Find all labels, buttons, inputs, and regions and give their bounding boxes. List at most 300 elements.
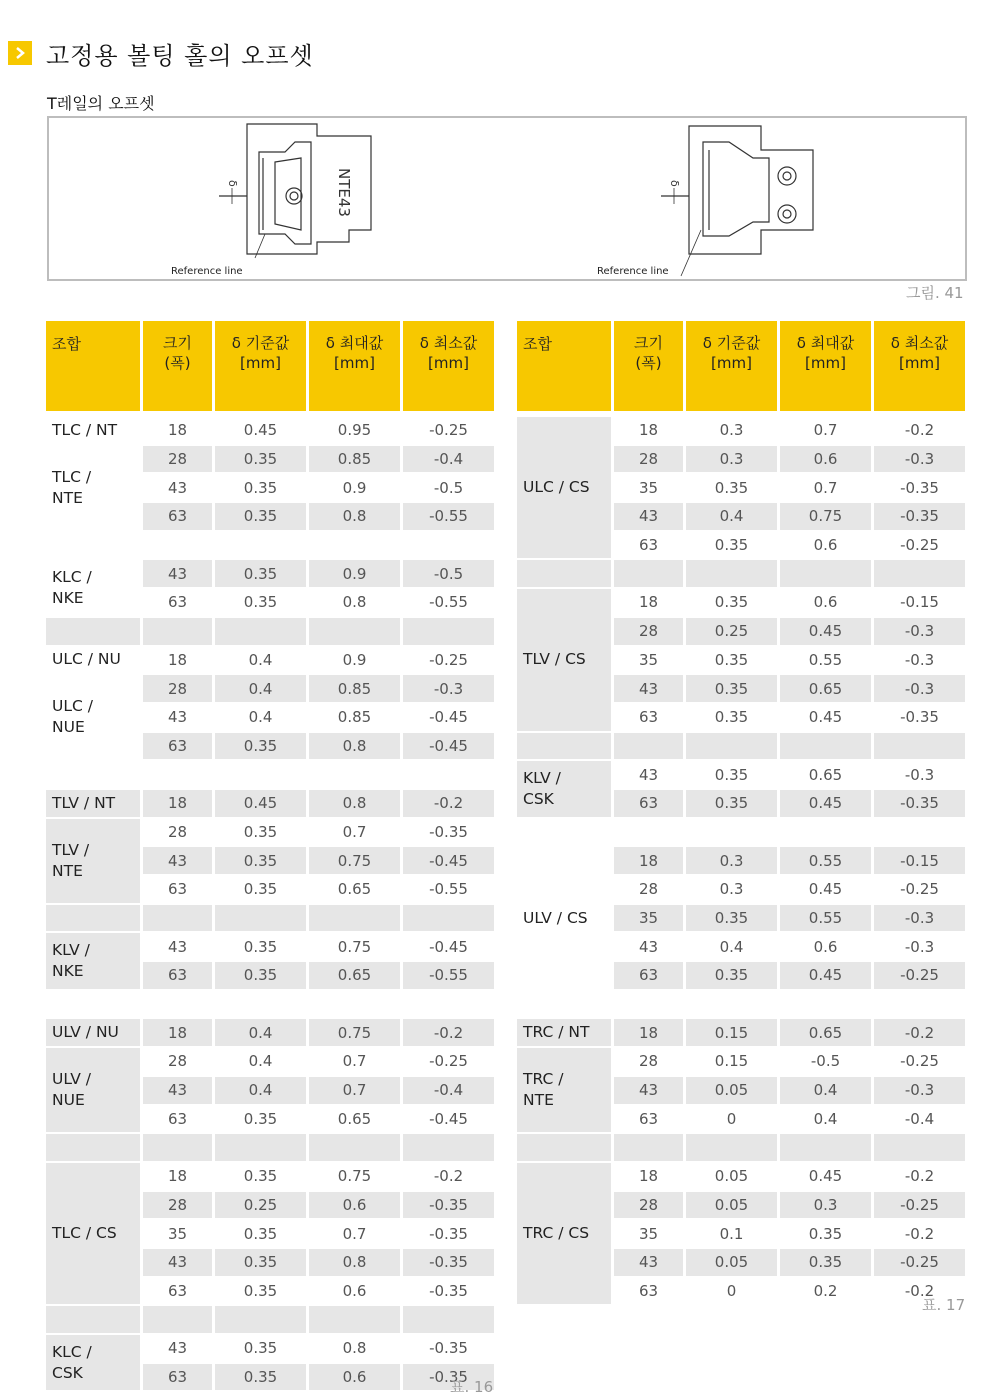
spacer-cell (46, 618, 140, 647)
spacer-cell (309, 991, 400, 1020)
spacer-cell (686, 733, 777, 762)
spacer-row (517, 991, 965, 1020)
min-cell: -0.35 (403, 1249, 494, 1278)
nominal-cell: 0.35 (215, 474, 306, 503)
nominal-cell: 0.4 (215, 675, 306, 704)
col-header-max: δ 최대값 [mm] (309, 321, 400, 411)
table-row (46, 819, 494, 848)
nominal-cell: 0.35 (215, 560, 306, 589)
min-cell: -0.3 (874, 761, 965, 790)
nominal-cell: 0.05 (686, 1077, 777, 1106)
col-header-min: δ 최소값 [mm] (403, 321, 494, 411)
nominal-cell: 0.35 (686, 790, 777, 819)
size-cell: 63 (614, 1278, 683, 1307)
max-cell: 0.75 (309, 1019, 400, 1048)
spacer-cell (403, 532, 494, 561)
min-cell: -0.3 (874, 647, 965, 676)
combination-cell: TLC / NT (46, 417, 140, 446)
nominal-cell: 0.3 (686, 446, 777, 475)
spacer-cell (46, 905, 140, 934)
nominal-cell: 0.05 (686, 1192, 777, 1221)
nominal-cell: 0.35 (215, 1278, 306, 1307)
nominal-cell: 0.35 (215, 847, 306, 876)
spacer-cell (215, 618, 306, 647)
max-cell: 0.75 (309, 933, 400, 962)
size-cell: 28 (143, 1048, 212, 1077)
table-row (46, 417, 494, 446)
spacer-row (46, 991, 494, 1020)
table-row (517, 847, 965, 876)
size-cell: 43 (143, 1335, 212, 1364)
spacer-cell (874, 991, 965, 1020)
chevron-right-icon (8, 41, 32, 65)
spacer-cell (686, 560, 777, 589)
size-cell: 18 (143, 790, 212, 819)
spacer-cell (780, 819, 871, 848)
max-cell: 0.45 (780, 962, 871, 991)
offset-table-left (43, 321, 497, 1392)
min-cell: -0.45 (403, 1106, 494, 1135)
min-cell: -0.25 (874, 532, 965, 561)
nominal-cell: 0.45 (215, 790, 306, 819)
nominal-cell: 0.35 (686, 675, 777, 704)
spacer-cell (309, 618, 400, 647)
combination-cell: ULV / NU (46, 1019, 140, 1048)
min-cell: -0.3 (874, 446, 965, 475)
min-cell: -0.35 (874, 474, 965, 503)
nominal-cell: 0.25 (686, 618, 777, 647)
figure-subtitle: T레일의 오프셋 (47, 94, 155, 113)
col-header-combo: 조합 (46, 321, 140, 411)
max-cell: 0.9 (309, 647, 400, 676)
min-cell: -0.2 (403, 1163, 494, 1192)
spacer-cell (686, 1134, 777, 1163)
page-title-row (8, 38, 314, 68)
spacer-cell (309, 532, 400, 561)
spacer-cell (215, 905, 306, 934)
col-header-nominal: δ 기준값 [mm] (686, 321, 777, 411)
max-cell: 0.65 (780, 761, 871, 790)
nominal-cell: 0.4 (215, 647, 306, 676)
spacer-cell (143, 761, 212, 790)
size-cell: 28 (143, 675, 212, 704)
max-cell: 0.2 (780, 1278, 871, 1307)
min-cell: -0.5 (403, 560, 494, 589)
nominal-cell: 0.35 (686, 647, 777, 676)
spacer-cell (403, 761, 494, 790)
nominal-cell: 0.35 (215, 733, 306, 762)
spacer-cell (780, 560, 871, 589)
spacer-cell (874, 560, 965, 589)
min-cell: -0.2 (874, 1019, 965, 1048)
size-cell: 18 (614, 1163, 683, 1192)
min-cell: -0.2 (403, 790, 494, 819)
min-cell: -0.25 (874, 876, 965, 905)
spacer-cell (614, 819, 683, 848)
spacer-cell (686, 991, 777, 1020)
combination-cell: TRC / CS (517, 1163, 611, 1306)
table-row (517, 417, 965, 446)
reference-line-label-left: Reference line (171, 266, 243, 277)
spacer-cell (46, 991, 140, 1020)
min-cell: -0.2 (874, 417, 965, 446)
spacer-cell (215, 1134, 306, 1163)
min-cell: -0.55 (403, 589, 494, 618)
nominal-cell: 0.4 (686, 933, 777, 962)
max-cell: 0.85 (309, 446, 400, 475)
max-cell: 0.95 (309, 417, 400, 446)
max-cell: 0.9 (309, 474, 400, 503)
min-cell: -0.35 (403, 819, 494, 848)
nominal-cell: 0.35 (686, 905, 777, 934)
min-cell: -0.3 (403, 675, 494, 704)
nominal-cell: 0.1 (686, 1220, 777, 1249)
col-header-max: δ 최대값 [mm] (780, 321, 871, 411)
size-cell: 43 (614, 933, 683, 962)
max-cell: 0.8 (309, 790, 400, 819)
size-cell: 63 (143, 876, 212, 905)
size-cell: 43 (614, 1077, 683, 1106)
size-cell: 43 (143, 1077, 212, 1106)
nominal-cell: 0.35 (215, 819, 306, 848)
min-cell: -0.2 (874, 1220, 965, 1249)
size-cell: 63 (143, 962, 212, 991)
min-cell: -0.3 (874, 618, 965, 647)
table-row (517, 589, 965, 618)
size-cell: 18 (143, 1019, 212, 1048)
table-caption-left: 표. 16 (450, 1378, 494, 1396)
max-cell: 0.65 (309, 1106, 400, 1135)
size-cell: 43 (614, 503, 683, 532)
table-row (46, 1335, 494, 1364)
size-cell: 63 (143, 733, 212, 762)
table-row (46, 1048, 494, 1077)
min-cell: -0.15 (874, 847, 965, 876)
spacer-cell (780, 1134, 871, 1163)
min-cell: -0.55 (403, 876, 494, 905)
max-cell: 0.7 (309, 1220, 400, 1249)
max-cell: 0.35 (780, 1249, 871, 1278)
nominal-cell: 0.4 (215, 1048, 306, 1077)
max-cell: 0.35 (780, 1220, 871, 1249)
size-cell: 63 (143, 589, 212, 618)
size-cell: 35 (614, 1220, 683, 1249)
size-cell: 18 (614, 417, 683, 446)
page-title: 고정용 볼팅 홀의 오프셋 (46, 41, 314, 70)
nominal-cell: 0.35 (215, 1249, 306, 1278)
size-cell: 43 (143, 1249, 212, 1278)
table-row (517, 1019, 965, 1048)
min-cell: -0.4 (403, 446, 494, 475)
spacer-cell (46, 1134, 140, 1163)
size-cell: 63 (143, 503, 212, 532)
combination-cell: TLC / NTE (46, 446, 140, 532)
combination-cell: ULV / NUE (46, 1048, 140, 1134)
spacer-cell (403, 905, 494, 934)
size-cell: 18 (143, 417, 212, 446)
max-cell: 0.55 (780, 847, 871, 876)
max-cell: 0.8 (309, 503, 400, 532)
nominal-cell: 0.35 (686, 589, 777, 618)
min-cell: -0.55 (403, 503, 494, 532)
combination-cell: TRC / NTE (517, 1048, 611, 1134)
max-cell: 0.6 (309, 1192, 400, 1221)
offset-figure (47, 116, 967, 281)
spacer-cell (874, 733, 965, 762)
spacer-cell (517, 560, 611, 589)
size-cell: 63 (143, 1364, 212, 1393)
spacer-cell (46, 532, 140, 561)
spacer-cell (143, 1306, 212, 1335)
table-row (46, 933, 494, 962)
max-cell: 0.55 (780, 647, 871, 676)
min-cell: -0.45 (403, 847, 494, 876)
table-row (46, 446, 494, 475)
size-cell: 28 (614, 1192, 683, 1221)
col-header-size: 크기 (폭) (614, 321, 683, 411)
nominal-cell: 0.35 (686, 474, 777, 503)
combination-cell: KLV / CSK (517, 761, 611, 818)
table-row (46, 790, 494, 819)
nominal-cell: 0.15 (686, 1048, 777, 1077)
spacer-cell (309, 761, 400, 790)
part-marking: NTE43 (335, 168, 353, 217)
min-cell: -0.35 (403, 1220, 494, 1249)
min-cell: -0.35 (874, 704, 965, 733)
spacer-row (517, 819, 965, 848)
size-cell: 63 (614, 962, 683, 991)
min-cell: -0.45 (403, 933, 494, 962)
spacer-cell (215, 761, 306, 790)
min-cell: -0.25 (874, 962, 965, 991)
size-cell: 28 (143, 446, 212, 475)
size-cell: 63 (614, 704, 683, 733)
max-cell: 0.6 (780, 589, 871, 618)
combination-cell: ULC / CS (517, 417, 611, 560)
nominal-cell: 0.35 (215, 1220, 306, 1249)
size-cell: 63 (143, 1278, 212, 1307)
spacer-cell (143, 1134, 212, 1163)
spacer-cell (309, 905, 400, 934)
combination-cell: ULV / CS (517, 847, 611, 990)
size-cell: 28 (614, 446, 683, 475)
max-cell: 0.7 (309, 819, 400, 848)
combination-cell: TLC / CS (46, 1163, 140, 1306)
size-cell: 28 (614, 618, 683, 647)
spacer-cell (614, 560, 683, 589)
combination-cell: KLC / NKE (46, 560, 140, 617)
nominal-cell: 0.3 (686, 847, 777, 876)
table-row (517, 1048, 965, 1077)
max-cell: 0.8 (309, 1249, 400, 1278)
reference-line-label-right: Reference line (597, 266, 669, 277)
spacer-row (46, 1306, 494, 1335)
nominal-cell: 0.35 (215, 1106, 306, 1135)
spacer-cell (215, 991, 306, 1020)
min-cell: -0.25 (403, 1048, 494, 1077)
spacer-cell (686, 819, 777, 848)
combination-cell: TLV / NTE (46, 819, 140, 905)
combination-cell: TLV / NT (46, 790, 140, 819)
max-cell: 0.65 (309, 876, 400, 905)
min-cell: -0.35 (403, 1192, 494, 1221)
max-cell: 0.75 (780, 503, 871, 532)
spacer-cell (143, 991, 212, 1020)
table-row (517, 761, 965, 790)
col-header-size: 크기 (폭) (143, 321, 212, 411)
max-cell: 0.65 (780, 675, 871, 704)
spacer-cell (215, 532, 306, 561)
max-cell: 0.7 (780, 417, 871, 446)
nominal-cell: 0.4 (215, 1019, 306, 1048)
nominal-cell: 0.4 (215, 1077, 306, 1106)
max-cell: 0.6 (780, 532, 871, 561)
spacer-row (517, 1134, 965, 1163)
max-cell: 0.8 (309, 1335, 400, 1364)
spacer-cell (874, 819, 965, 848)
size-cell: 35 (614, 474, 683, 503)
spacer-row (517, 733, 965, 762)
delta-right: δ (668, 180, 681, 187)
size-cell: 63 (143, 1106, 212, 1135)
nominal-cell: 0.35 (215, 1364, 306, 1393)
table-row (46, 1163, 494, 1192)
size-cell: 28 (614, 876, 683, 905)
nominal-cell: 0 (686, 1278, 777, 1307)
spacer-cell (614, 733, 683, 762)
size-cell: 43 (143, 847, 212, 876)
nominal-cell: 0.35 (686, 761, 777, 790)
min-cell: -0.35 (874, 790, 965, 819)
nominal-cell: 0.35 (215, 446, 306, 475)
min-cell: -0.3 (874, 675, 965, 704)
min-cell: -0.3 (874, 905, 965, 934)
min-cell: -0.15 (874, 589, 965, 618)
spacer-cell (46, 761, 140, 790)
figure-caption: 그림. 41 (906, 284, 964, 302)
spacer-cell (780, 733, 871, 762)
size-cell: 35 (614, 905, 683, 934)
col-header-nominal: δ 기준값 [mm] (215, 321, 306, 411)
nominal-cell: 0.35 (686, 962, 777, 991)
min-cell: -0.35 (874, 503, 965, 532)
spacer-cell (517, 991, 611, 1020)
min-cell: -0.25 (403, 417, 494, 446)
spacer-row (46, 905, 494, 934)
min-cell: -0.35 (403, 1278, 494, 1307)
spacer-cell (403, 991, 494, 1020)
nominal-cell: 0.35 (215, 1163, 306, 1192)
spacer-cell (403, 618, 494, 647)
size-cell: 43 (143, 474, 212, 503)
nominal-cell: 0.35 (215, 962, 306, 991)
max-cell: 0.7 (780, 474, 871, 503)
min-cell: -0.25 (874, 1249, 965, 1278)
nominal-cell: 0.25 (215, 1192, 306, 1221)
max-cell: 0.6 (780, 446, 871, 475)
size-cell: 43 (143, 560, 212, 589)
min-cell: -0.2 (874, 1163, 965, 1192)
max-cell: 0.9 (309, 560, 400, 589)
spacer-cell (46, 1306, 140, 1335)
table-row (46, 560, 494, 589)
spacer-row (517, 560, 965, 589)
offset-drawing (49, 118, 965, 279)
col-header-min: δ 최소값 [mm] (874, 321, 965, 411)
size-cell: 18 (614, 1019, 683, 1048)
spacer-row (46, 1134, 494, 1163)
max-cell: -0.5 (780, 1048, 871, 1077)
size-cell: 35 (143, 1220, 212, 1249)
table-row (46, 647, 494, 676)
nominal-cell: 0.4 (686, 503, 777, 532)
size-cell: 18 (143, 1163, 212, 1192)
max-cell: 0.8 (309, 733, 400, 762)
size-cell: 18 (614, 589, 683, 618)
max-cell: 0.65 (309, 962, 400, 991)
nominal-cell: 0.3 (686, 876, 777, 905)
size-cell: 43 (143, 704, 212, 733)
max-cell: 0.85 (309, 675, 400, 704)
spacer-cell (143, 905, 212, 934)
table-caption-right: 표. 17 (922, 1296, 966, 1314)
min-cell: -0.3 (874, 1077, 965, 1106)
min-cell: -0.45 (403, 704, 494, 733)
max-cell: 0.6 (309, 1278, 400, 1307)
nominal-cell: 0 (686, 1106, 777, 1135)
min-cell: -0.4 (874, 1106, 965, 1135)
min-cell: -0.35 (403, 1364, 494, 1393)
nominal-cell: 0.35 (215, 589, 306, 618)
max-cell: 0.7 (309, 1077, 400, 1106)
spacer-cell (517, 1134, 611, 1163)
min-cell: -0.25 (874, 1048, 965, 1077)
size-cell: 63 (614, 1106, 683, 1135)
size-cell: 43 (614, 761, 683, 790)
combination-cell: ULC / NU (46, 647, 140, 676)
nominal-cell: 0.35 (215, 1335, 306, 1364)
table-row (46, 1019, 494, 1048)
delta-left: δ (226, 180, 239, 187)
spacer-cell (403, 1306, 494, 1335)
nominal-cell: 0.15 (686, 1019, 777, 1048)
spacer-cell (517, 819, 611, 848)
nominal-cell: 0.35 (215, 503, 306, 532)
table-row (46, 675, 494, 704)
max-cell: 0.6 (309, 1364, 400, 1393)
min-cell: -0.4 (403, 1077, 494, 1106)
spacer-cell (874, 1134, 965, 1163)
spacer-cell (403, 1134, 494, 1163)
max-cell: 0.75 (309, 1163, 400, 1192)
min-cell: -0.2 (403, 1019, 494, 1048)
max-cell: 0.55 (780, 905, 871, 934)
nominal-cell: 0.35 (686, 532, 777, 561)
max-cell: 0.4 (780, 1106, 871, 1135)
offset-table-right (514, 321, 968, 1306)
combination-cell: KLC / CSK (46, 1335, 140, 1392)
spacer-cell (614, 991, 683, 1020)
min-cell: -0.25 (874, 1192, 965, 1221)
max-cell: 0.45 (780, 876, 871, 905)
spacer-row (46, 761, 494, 790)
max-cell: 0.4 (780, 1077, 871, 1106)
spacer-cell (309, 1134, 400, 1163)
nominal-cell: 0.05 (686, 1163, 777, 1192)
max-cell: 0.45 (780, 618, 871, 647)
table-row (517, 1163, 965, 1192)
size-cell: 18 (614, 847, 683, 876)
